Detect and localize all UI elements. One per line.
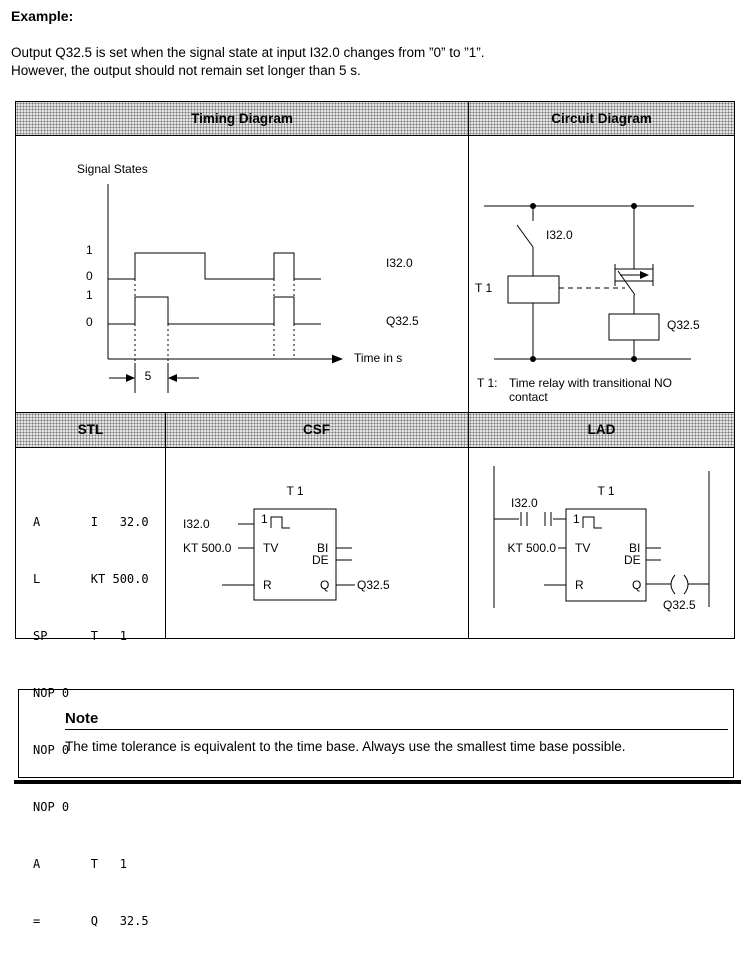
timer-name: T 1 — [597, 484, 615, 498]
bi-label: BI — [629, 541, 641, 555]
header-stl: STL — [77, 422, 104, 437]
note-box — [18, 689, 734, 778]
relay-coil-box — [508, 276, 559, 303]
timing-diagram-svg — [16, 136, 468, 412]
note-body: The time tolerance is equivalent to the time base. Always use the smallest time base possible. — [65, 739, 626, 754]
intro-line-2: However, the output should not remain set longer than 5 s. — [11, 63, 361, 78]
output-signal-trace — [108, 297, 321, 324]
note-heading-rule — [65, 729, 728, 730]
stl-line: NOP 0 — [33, 743, 70, 757]
relay-label: T 1 — [475, 281, 493, 295]
intro-line-1: Output Q32.5 is set when the signal state at input I32.0 changes from ”0” to ”1”. — [11, 45, 485, 60]
input2-label: KT 500.0 — [183, 541, 232, 555]
caption-line-1: Time relay with transitional NO — [509, 376, 672, 390]
timer-name: T 1 — [286, 484, 304, 498]
coil-label: Q32.5 — [663, 598, 696, 612]
timing-diagram-cell — [16, 136, 468, 412]
stl-line: NOP 0 — [33, 800, 70, 814]
bi-label: BI — [317, 541, 329, 555]
input-signal-trace — [108, 253, 321, 279]
example-heading: Example: — [11, 8, 74, 24]
output-label: Q32.5 — [357, 578, 390, 592]
r-label: R — [575, 578, 584, 592]
circuit-diagram-svg — [469, 136, 734, 412]
duration-value: 5 — [144, 369, 152, 383]
output-coil-box — [609, 314, 659, 340]
input1-label: I32.0 — [183, 517, 210, 531]
stl-line: A T 1 — [33, 857, 127, 871]
level-one-output: 1 — [86, 288, 93, 302]
pulse-input-label: 1 — [573, 512, 580, 526]
stl-line: NOP 0 — [33, 686, 70, 700]
caption-line-2: contact — [509, 390, 548, 404]
stl-line: = Q 32.5 — [33, 914, 149, 928]
stl-line: L KT 500.0 — [33, 572, 149, 586]
time-axis-label: Time in s — [354, 351, 403, 365]
duration-arrow-right-head — [168, 374, 177, 382]
r-label: R — [263, 578, 272, 592]
pulse-symbol — [271, 517, 290, 528]
csf-cell — [165, 448, 468, 638]
de-label: DE — [312, 553, 329, 567]
coil-left-arc — [671, 575, 675, 594]
stl-line: SP T 1 — [33, 629, 127, 643]
signal-states-title: Signal States — [77, 162, 148, 176]
input-signal-label: I32.0 — [386, 256, 413, 270]
duration-arrow-left-head — [126, 374, 135, 382]
note-heading: Note — [65, 710, 99, 727]
coil-right-arc — [684, 575, 688, 594]
q-label: Q — [632, 578, 642, 592]
header-timing-diagram: Timing Diagram — [191, 111, 293, 126]
tv-label: TV — [263, 541, 279, 555]
contact-label: I32.0 — [546, 228, 573, 242]
de-label: DE — [624, 553, 641, 567]
header-csf: CSF — [303, 422, 330, 437]
tv-label: TV — [575, 541, 591, 555]
header-band-middle — [16, 413, 734, 447]
caption-prefix: T 1: — [477, 376, 498, 390]
time-axis-arrowhead — [332, 355, 343, 364]
q-label: Q — [320, 578, 330, 592]
output-coil-label: Q32.5 — [667, 318, 700, 332]
stl-line: A I 32.0 — [33, 515, 149, 529]
transitional-arrow-head — [640, 271, 649, 279]
intro-paragraph — [11, 44, 485, 80]
pulse-input-label: 1 — [261, 512, 268, 526]
input2-label: KT 500.0 — [507, 541, 556, 555]
level-zero-output: 0 — [86, 315, 93, 329]
output-signal-label: Q32.5 — [386, 314, 419, 328]
lad-cell — [469, 448, 734, 638]
page-bottom-rule — [14, 780, 741, 784]
header-band-top — [16, 102, 734, 135]
pulse-symbol — [583, 517, 602, 528]
circuit-diagram-cell — [469, 136, 734, 412]
header-lad: LAD — [587, 422, 616, 437]
contact-blade — [517, 225, 533, 247]
header-circuit-diagram: Circuit Diagram — [551, 111, 652, 126]
level-one-input: 1 — [86, 243, 93, 257]
contact-label: I32.0 — [511, 496, 538, 510]
level-zero-input: 0 — [86, 269, 93, 283]
